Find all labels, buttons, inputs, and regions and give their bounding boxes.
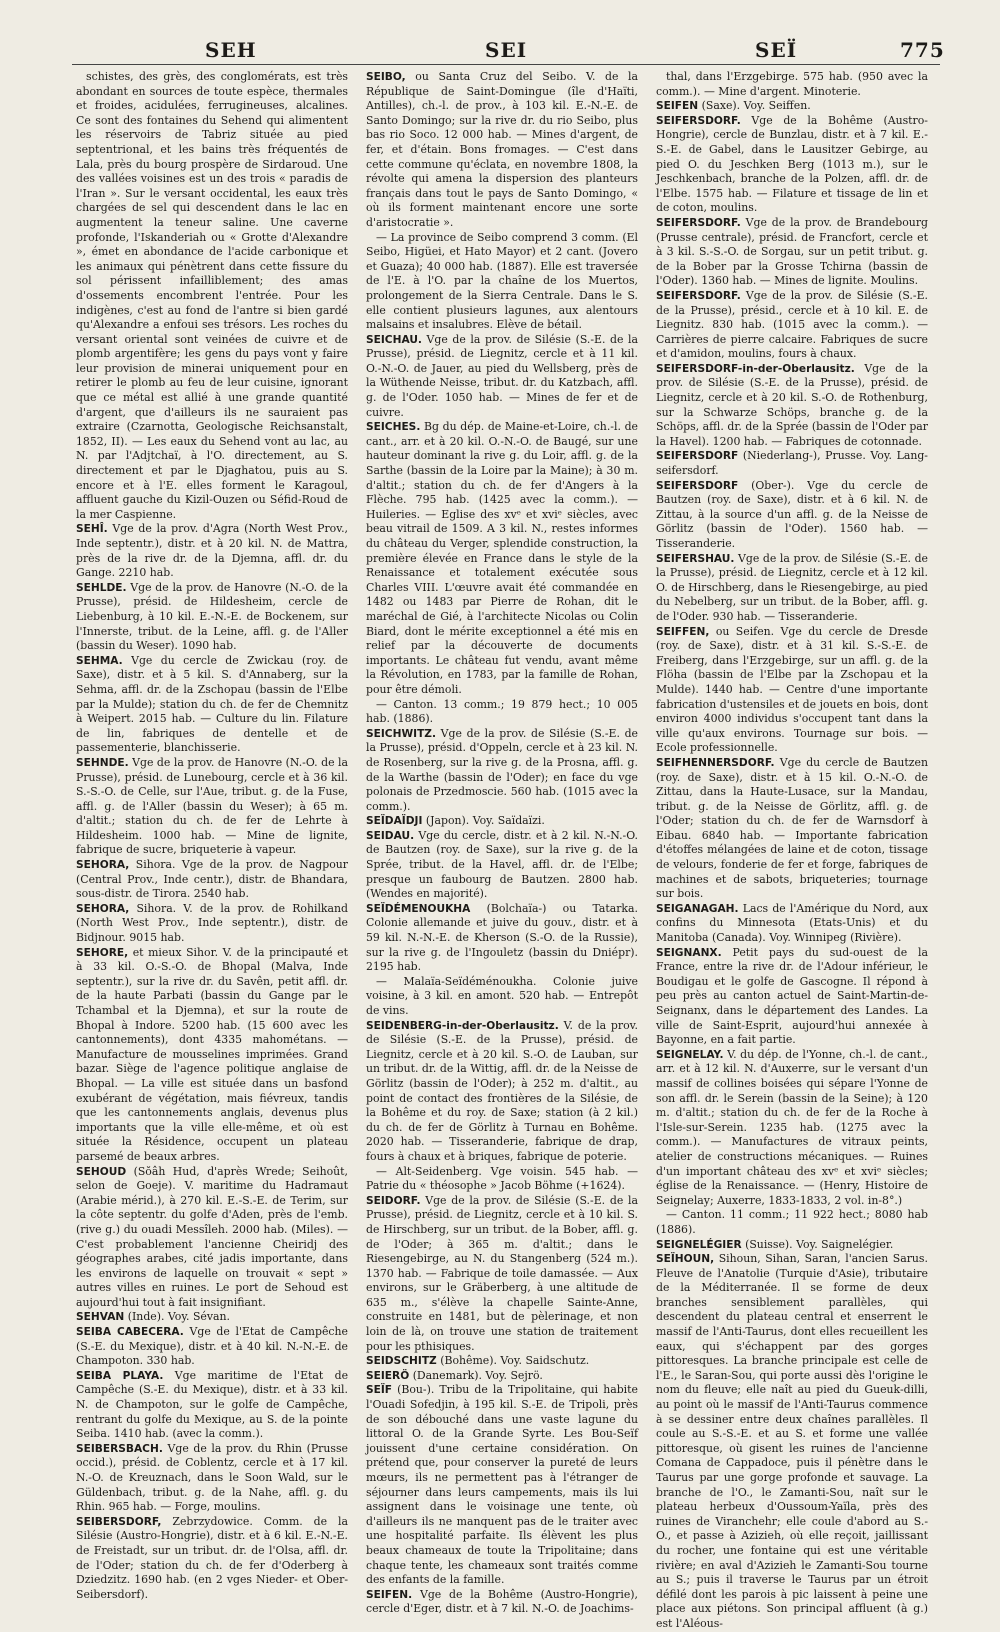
dictionary-entry	[366, 333, 638, 421]
entry-headword: SEIGANAGAH.	[656, 902, 739, 915]
entry-text: (Inde). Voy. Sévan.	[127, 1310, 230, 1324]
dictionary-entry	[366, 975, 638, 1019]
entry-headword: SEIDORF.	[366, 1194, 421, 1207]
entry-headword: SEIFERSDORF.	[656, 289, 741, 302]
entry-text: Vge de la prov. de Hanovre (N.-O. de la Prusse), présid. de Lunebourg, cercle et à 36 kil. S.-S.-O. de Celle, sur l'Aue, tribut. g. de la Fuse, affl. g. de l'Aller (bassin du Weser); à 65 m. d'altit.; station du ch. de fer de Lehrte à Hildesheim. 1000 hab. — Mine de lignite, fabrique de sucre, briqueterie à vapeur.	[76, 755, 348, 857]
entry-text: (Bohême). Voy. Saidschutz.	[440, 1354, 590, 1368]
entry-text: Vge de l'Etat de Campêche (S.-E. du Mexique), distr. et à 40 kil. N.-N.-E. de Champoton. 330 hab.	[76, 1325, 348, 1368]
entry-headword: SEHVAN	[76, 1311, 125, 1324]
entry-headword: SEIFERSHAU.	[656, 552, 735, 565]
dictionary-entry	[656, 1208, 928, 1237]
entry-text: Vge de la prov. de Silésie (S.-E. de la Prusse), présid. de Liegnitz, cercle et à 20 kil. S.-O. de Rothenburg, sur la Schwarze Schöps, branche g. de la Schöps, affl. dr. de la Sprée (bassin de l'Oder par la Havel). 1200 hab. — Fabriques de cotonnade.	[656, 361, 928, 448]
entry-text: Vge de la prov. de Silésie (S.-E. de la Prusse), présid. de Liegnitz, cercle et à 10 kil. S. de Hirschberg, sur un tribut. de la Bober, affl. g. de l'Oder; à 365 m. d'altit.; dans le Riesengebirge, au N. du Stangenberg (524 m.). 1370 hab. — Fabrique de toile damassée. — Aux environs, sur le Gräberberg, à une altitude de 635 m., s'élève la chapelle Sainte-Anne, construite en 1481, but de pèlerinage, et non loin de là, on trouve une station de traitement pour les pthisiques.	[366, 1193, 638, 1353]
entry-headword: SEIFERSDORF.	[656, 114, 741, 127]
entry-text: (Ober-). Vge du cercle de Bautzen (roy. de Saxe), distr. et à 6 kil. N. de Zittau, à la source d'un affl. g. de la Neisse de Görlitz (bassin de l'Oder). 1560 hab. — Tisseranderie.	[656, 478, 929, 550]
entry-text: — Alt-Seidenberg. Vge voisin. 545 hab. — Patrie du « théosophe » Jacob Böhme (+1624).	[366, 1164, 638, 1193]
entry-headword: SEIDENBERG-in-der-Oberlausitz.	[366, 1019, 559, 1032]
header-rule	[72, 64, 940, 65]
entry-text: Vge de la prov. de Silésie (S.-E. de la Prusse), présid. de Liegnitz, cercle et à 11 kil. O.-N.-O. de Jauer, au pied du Wellsberg, près de la Wüthende Neisse, tribut. dr. du Katzbach, affl. g. de l'Oder. 1050 hab. — Mines de fer et de cuivre.	[366, 332, 639, 419]
entry-headword: SEICHWITZ.	[366, 727, 437, 740]
dictionary-entry	[656, 114, 928, 216]
entry-text: (Bou-). Tribu de la Tripolitaine, qui habite l'Ouadi Sofedjin, à 195 kil. S.-E. de Tripoli, près de son débouché dans une vaste lagune du littoral O. de la Grande Syrte. Les Bou-Seïf jouissent d'une certaine considération. On prétend que, pour conserver la pureté de leurs mœurs, ils ne permettent pas à l'étranger de séjourner dans leurs campements, mais ils lui assignent dans le voisinage une tente, où d'ailleurs ils ne manquent pas de le traiter avec une hospitalité parfaite. Ils élèvent les plus beaux chameaux de toute la Tripolitaine; dans chaque tente, les chameaux sont traités comme des enfants de la famille.	[366, 1383, 638, 1587]
entry-headword: SEIBERSBACH.	[76, 1442, 163, 1455]
entry-headword: SEHORA,	[76, 859, 130, 872]
entry-text: — Canton. 13 comm.; 19 879 hect.; 10 005 hab. (1886).	[366, 697, 638, 726]
entry-headword: SEHLDE.	[76, 581, 127, 594]
entry-headword: SEHOUD	[76, 1165, 127, 1178]
entry-headword: SEIFERSDORF	[656, 479, 739, 492]
entry-text: Vge du cercle, distr. et à 2 kil. N.-N.-O. de Bautzen (roy. de Saxe), sur la rive g. de la Sprée, tribut. de la Havel, affl. dr. de l'Elbe; presque un faubourg de Bautzen. 2800 hab. (Wendes en majorité).	[366, 828, 638, 901]
dictionary-entry	[76, 654, 348, 756]
dictionary-entry	[76, 1442, 348, 1515]
entry-headword: SEÏF	[366, 1384, 393, 1397]
dictionary-entry	[366, 420, 638, 697]
dictionary-entry	[76, 1369, 348, 1442]
dictionary-entry	[76, 902, 348, 946]
entry-headword: SEIBO,	[366, 71, 406, 83]
entry-text: Bg du dép. de Maine-et-Loire, ch.-l. de cant., arr. et à 20 kil. O.-N.-O. de Baugé, sur une hauteur dominant la rive g. du Loir, affl. g. de la Sarthe (bassin de la Loire par la Maine); à 30 m. d'altit.; station du ch. de fer d'Angers à la Flèche. 795 hab. (1425 avec la comm.). — Huileries. — Eglise des xvᵉ et xviᵉ siècles, avec beau vitrail de 1509. A 3 kil. N., restes informes du château du Verger, splendide construction, la première élevée en France dans le style de la Renaissance et totalement exécutée sous Charles VIII. L'œuvre avait été commandée en 1482 ou 1483 par Pierre de Rohan, dit le maréchal de Gié, à l'architecte Nicolas ou Colin Biard, dont le mérite exceptionnel a été mis en relief par la découverte de documents importants. Le château fut vendu, avant même la Révolution, en 1783, par la famille de Rohan, pour être démoli.	[366, 420, 638, 696]
column-1	[76, 70, 349, 1601]
entry-text: V. de la prov. de Silésie (S.-E. de la Prusse), présid. de Liegnitz, cercle et à 20 kil. S.-O. de Lauban, sur un tribut. dr. de la Wittig, affl. dr. de la Neisse de Görlitz (bassin de l'Oder); à 252 m. d'altit., au point de contact des frontières de la Silésie, de la Bohême et du roy. de Saxe; station (à 2 kil.) du ch. de fer de Görlitz à Turnau en Bohême. 2020 hab. — Tisseranderie, fabrique de drap, fours à chaux et à briques, fabrique de poterie.	[366, 1018, 638, 1163]
entry-headword: SEIFERSDORF.	[656, 216, 741, 229]
entry-headword: SEIDSCHITZ	[366, 1355, 437, 1368]
entry-headword: SEIFEN	[656, 100, 699, 113]
entry-text: Vge du cercle de Bautzen (roy. de Saxe), distr. et à 15 kil. O.-N.-O. de Zittau, dans la Haute-Lusace, sur la Mandau, tribut. g. de la Neisse de Görlitz, affl. g. de l'Oder; station du ch. de fer de Warnsdorf à Eibau. 6840 hab. — Importante fabrication d'étoffes mélangées de laine et de coton, tissage de velours, fonderie de fer et forge, fabriques de machines et de sabots, briqueteries; tournage sur bois.	[656, 755, 928, 901]
entry-headword: SEIGNELAY.	[656, 1048, 724, 1061]
entry-headword: SEIBA PLAYA.	[76, 1369, 164, 1382]
dictionary-entry	[76, 522, 348, 580]
dictionary-entry	[76, 70, 348, 522]
dictionary-entry	[76, 858, 348, 902]
entry-text: (Bolchaïa-) ou Tatarka. Colonie allemande et juive du gouv., distr. et à 59 kil. N.-N.-E. de Kherson (S.-O. de la Russie), sur la rive g. de l'Ingouletz (bassin du Dniépr). 2195 hab.	[366, 901, 638, 974]
header-left-word: SEH	[205, 38, 257, 62]
dictionary-entry	[656, 552, 928, 625]
entry-text: Vge du cercle de Zwickau (roy. de Saxe), distr. et à 5 kil. S. d'Annaberg, sur la Sehma, affl. dr. de la Zschopau (bassin de l'Elbe par la Mulde); station du ch. de fer de Chemnitz à Weipert. 2015 hab. — Culture du lin. Filature de lin, fabriques de dentelle et de passementerie, blanchisserie.	[76, 653, 349, 755]
entry-text: Vge de la prov. d'Agra (North West Prov., Inde septentr.), distr. et à 20 kil. N. de Mattra, près de la rive dr. de la Djemna, affl. dr. du Gange. 2210 hab.	[76, 522, 349, 580]
entry-headword: SEIFEN.	[366, 1588, 413, 1601]
dictionary-entry	[656, 289, 928, 362]
dictionary-entry	[366, 70, 638, 231]
entry-headword: SEIDAU.	[366, 829, 415, 842]
entry-headword: SEIBERSDORF,	[76, 1515, 162, 1528]
dictionary-entry	[366, 814, 638, 829]
entry-text: — Canton. 11 comm.; 11 922 hect.; 8080 hab (1886).	[656, 1208, 928, 1236]
column-2	[366, 70, 639, 1616]
entry-headword: SEÏDÉMENOUKHA	[366, 902, 471, 915]
dictionary-entry	[656, 479, 928, 552]
dictionary-entry	[76, 946, 348, 1165]
dictionary-entry	[366, 1369, 638, 1384]
entry-text: (Suisse). Voy. Saignelégier.	[745, 1237, 894, 1251]
dictionary-entry	[656, 70, 928, 99]
dictionary-entry	[656, 1252, 928, 1631]
entry-headword: SEÏDAÏDJI	[366, 815, 423, 828]
dictionary-entry	[76, 1310, 348, 1325]
dictionary-entry	[656, 1048, 928, 1209]
entry-headword: SEHORA,	[76, 902, 130, 915]
entry-text: Zebrzydowice. Comm. de la Silésie (Austro-Hongrie), distr. et à 6 kil. E.-N.-E. de Freistadt, sur un tribut. dr. de l'Olsa, affl. dr. de l'Oder; station du ch. de fer d'Oderberg à Dziedzitz. 1690 hab. (en 2 vges Nieder- et Ober-Seibersdorf).	[76, 1514, 349, 1601]
dictionary-entry	[656, 362, 928, 450]
header-right-word: SEÏ	[755, 38, 798, 62]
entry-text: (Niederlang-), Prusse. Voy. Lang-seifersdorf.	[656, 449, 928, 478]
dictionary-entry	[76, 756, 348, 858]
entry-text: ou Santa Cruz del Seibo. V. de la République de Saint-Domingue (île d'Haïti, Antilles), ch.-l. de prov., à 103 kil. E.-N.-E. de Santo Domingo; sur la rive dr. du rio Seibo, plus bas rio Soco. 12 000 hab. — Mines d'argent, de fer, et d'étain. Bons fromages. — C'est dans cette commune qu'éclata, en novembre 1808, la révolte qui amena la dispersion des planteurs français dans tout le pays de Santo Domingo, « où ils forment maintenant encore une sorte d'aristocratie ».	[366, 70, 638, 229]
dictionary-entry	[656, 946, 928, 1048]
entry-headword: SEHORE,	[76, 946, 129, 959]
dictionary-entry	[366, 1194, 638, 1355]
column-3	[656, 70, 929, 1630]
entry-text: Vge de la prov. de Brandebourg (Prusse centrale), présid. de Francfort, cercle et à 3 kil. S.-S.-O. de Sorgau, sur un petit tribut. g. de la Bober par la Grosse Tchirna (bassin de l'Oder). 1360 hab. — Mines de lignite. Moulins.	[656, 215, 929, 288]
dictionary-entry	[76, 1515, 348, 1603]
entry-headword: SEIFERSDORF-in-der-Oberlausitz.	[656, 362, 855, 375]
entry-headword: SEIFFEN,	[656, 625, 710, 638]
entry-text: (Japon). Voy. Saïdaïzi.	[425, 814, 545, 828]
dictionary-entry	[656, 902, 928, 946]
entry-text: V. du dép. de l'Yonne, ch.-l. de cant., arr. et à 12 kil. N. d'Auxerre, sur le versant d'un massif de collines boisées qui sépare l'Yonne de son affl. dr. le Serein (bassin de la Seine); à 120 m. d'altit.; station du ch. de fer de la Roche à l'Isle-sur-Serein. 1235 hab. (1275 avec la comm.). — Manufactures de vitraux peints, atelier de constructions mécaniques. — Ruines d'un important château des xvᵉ et xviᵉ siècles; église de la Renaissance. — (Henry, Histoire de Seignelay; Auxerre, 1833-1833, 2 vol. in-8°.)	[656, 1047, 928, 1207]
page-number: 775	[900, 38, 945, 62]
entry-text: Vge de la prov. de Silésie (S.-E. de la Prusse), présid., cercle et à 10 kil. E. de Liegnitz. 830 hab. (1015 avec la comm.). — Carrières de pierre calcaire. Fabriques de sucre et d'amidon, moulins, fours à chaux.	[656, 288, 928, 361]
entry-text: schistes, des grès, des conglomérats, est très abondant en sources de toute espèce, thermales et froides, acidulées, ferrugineuses, alcalines. Ce sont des fontaines du Sehend qui alimentent les réservoirs de Tabriz située au pied septentrional, et les bains très fréquentés de Lala, près du bourg prospère de Sirdaroud. Une des vallées voisines est un des trois « paradis de l'Iran ». Sur le versant occidental, les eaux très chargées de sel qui descendent dans le lac en augmentent la teneur saline. Une caverne profonde, l'Iskanderiah ou « Grotte d'Alexandre », émet en abondance de l'acide carbonique et les animaux qui pénètrent dans cette fissure du sol périssent infailliblement; des amas d'ossements encombrent l'entrée. Pour les indigènes, c'est au fond de l'antre si bien gardé qu'Alexandre a enfoui ses trésors. Les roches du versant oriental sont veinées de cuivre et de plomb argentifère; les gens du pays vont y faire leur provision de minerai uniquement pour en retirer le plomb au feu de leur cuisine, ignorant que ce métal est allié à une grande quantité d'argent, que d'ailleurs ils ne sauraient pas extraire (Czarnotta, Geologische Reichsanstalt, 1852, II). — Les eaux du Sehend vont au lac, au N. par l'Adjtchaï, à l'O. directement, au S. directement et par le Djaghatou, puis au S. encore et à l'E. elles forment le Karagoul, affluent gauche du Kizil-Ouzen ou Séfid-Roud de la mer Caspienne.	[76, 70, 348, 521]
dictionary-entry	[366, 902, 638, 975]
dictionary-entry	[656, 625, 928, 756]
entry-text: Sihoun, Sihan, Saran, l'ancien Sarus. Fleuve de l'Anatolie (Turquie d'Asie), tributaire de la Méditerranée. Il se forme de deux branches sensiblement parallèles, qui descendent du plateau central et enserrent le massif de l'Anti-Taurus, dont elles recueillent les eaux, qui s'échappent par des gorges pittoresques. La branche principale est celle de l'E., le Saran-Sou, qui porte aussi dès l'origine le nom du fleuve; elle naît au pied du Gueuk-dilli, au point où le massif de l'Anti-Taurus commence à se dessiner entre deux chaînes parallèles. Il coule au S.-S.-E. et au S. et forme une vallée pittoresque, où gisent les ruines de l'ancienne Comana de Cappadoce, puis il pénètre dans le Taurus par une gorge profonde et sauvage. La branche de l'O., le Zamanti-Sou, naît sur le plateau herbeux d'Oussoum-Yaïla, près des ruines de Viranchehr; elle coule d'abord au S.-O., et passe à Azizieh, où elle reçoit, jaillissant du rocher, une fontaine qui est une véritable rivière; en aval d'Azizieh le Zamanti-Sou tourne au S.; puis il traverse le Taurus par un étroit défilé dont les parois à pic laissent à peine une place aux piétons. Son principal affluent (à g.) est l'Aléous-	[656, 1252, 928, 1630]
entry-text: Vge de la prov. de Silésie (S.-E. de la Prusse), présid. d'Oppeln, cercle et à 23 kil. N. de Rosenberg, sur la rive g. de la Prosna, affl. g. de la Warthe (bassin de l'Oder); en face du vge polonais de Przedmoscie. 560 hab. (1015 avec la comm.).	[366, 726, 639, 813]
dictionary-entry	[366, 698, 638, 727]
entry-text: Vge de la Bohême (Austro-Hongrie), cercle de Bunzlau, distr. et à 7 kil. E.-S.-E. de Gabel, dans le Lausitzer Gebirge, au pied O. du Jeschken Berg (1013 m.), sur le Jeschkenbach, branche de la Polzen, affl. dr. de l'Elbe. 1575 hab. — Filature et tissage de lin et de coton, moulins.	[656, 113, 928, 215]
entry-headword: SEÏHOUN,	[656, 1253, 715, 1266]
entry-text: Petit pays du sud-ouest de la France, entre la rive dr. de l'Adour inférieur, le Boudigau et le golfe de Gascogne. Il répond à peu près au canton actuel de Saint-Martin-de-Seignanx, dans le département des Landes. La ville de Saint-Esprit, aujourd'hui annexée à Bayonne, en a fait partie.	[656, 945, 928, 1047]
dictionary-entry	[76, 581, 348, 654]
entry-text: Sihora. Vge de la prov. de Nagpour (Central Prov., Inde centr.), distr. de Bhandara, sous-distr. de Tirora. 2540 hab.	[76, 858, 348, 901]
dictionary-entry	[656, 756, 928, 902]
entry-text: Vge de la prov. de Hanovre (N.-O. de la Prusse), présid. de Hildesheim, cercle de Liebenburg, à 10 kil. E.-N.-E. de Bockenem, sur l'Innerste, tribut. de la Leine, affl. g. de l'Aller (bassin du Weser). 1090 hab.	[76, 580, 348, 653]
entry-text: (Sŏâh Hud, d'après Wrede; Seihoût, selon de Goeje). V. maritime du Hadramaut (Arabie mérid.), à 270 kil. E.-S.-E. de Terim, sur la côte septentr. du golfe d'Aden, près de l'emb. (rive g.) du ouadi Messîleh. 2000 hab. (Miles). — C'est probablement l'ancienne Cheiridj des géographes arabes, cité jadis importante, dans les environs de laquelle on trouvait « sept » autres villes en ruines. Le port de Sehoud est aujourd'hui tout à fait insignifiant.	[76, 1164, 348, 1309]
entry-headword: SEICHAU.	[366, 333, 422, 346]
entry-text: ou Seifen. Vge du cercle de Dresde (roy. de Saxe), distr. et à 31 kil. S.-S.-E. de Freiberg, dans l'Erzgebirge, sur un affl. g. de la Flöha (bassin de l'Elbe par la Zschopau et la Mulde). 1440 hab. — Centre d'une importante fabrication d'ustensiles et de jouets en bois, dont environ 4000 individus s'occupent tant dans la ville qu'aux environs. Tournage sur bois. — Ecole professionnelle.	[656, 624, 928, 755]
dictionary-entry	[76, 1165, 348, 1311]
entry-headword: SEHÎ.	[76, 523, 108, 536]
entry-text: — Malaïa-Seïdéménoukha. Colonie juive voisine, à 3 kil. en amont. 520 hab. — Entrepôt de vins.	[366, 974, 638, 1017]
dictionary-entry	[76, 1325, 348, 1369]
dictionary-entry	[366, 727, 638, 815]
dictionary-entry	[656, 99, 928, 114]
entry-headword: SEIGNELÉGIER	[656, 1238, 742, 1251]
dictionary-entry	[366, 1588, 638, 1617]
dictionary-entry	[366, 1383, 638, 1587]
entry-text: (Danemark). Voy. Sejrö.	[412, 1368, 543, 1382]
entry-headword: SEIFHENNERSDORF.	[656, 756, 775, 769]
entry-headword: SEIERÖ	[366, 1369, 410, 1382]
entry-headword: SEHNDE.	[76, 756, 129, 769]
entry-text: Vge de la prov. de Silésie (S.-E. de la Prusse), présid. de Liegnitz, cercle et à 12 kil. O. de Hirschberg, dans le Riesengebirge, au pied du Nebelberg, sur un tribut. de la Bober, affl. g. de l'Oder. 930 hab. — Tisseranderie.	[656, 551, 928, 623]
entry-text: thal, dans l'Erzgebirge. 575 hab. (950 avec la comm.). — Mine d'argent. Minoterie.	[656, 70, 928, 98]
entry-text: — La province de Seibo comprend 3 comm. (El Seibo, Higüei, et Hato Mayor) et 2 cant. (Jovero et Guaza); 40 000 hab. (1887). Elle est traversée de l'E. à l'O. par la chaîne de los Muertos, prolongement de la Sierra Centrale. Dans le S. elle contient plusieurs lagunes, aux alentours malsains et insalubres. Elève de bétail.	[366, 230, 638, 332]
entry-text: et mieux Sihor. V. de la principauté et à 33 kil. O.-S.-O. de Bhopal (Malva, Inde septentr.), sur la rive dr. du Savên, petit affl. dr. de la haute Parbati (bassin du Gange par le Tchambal et la Djemna), et sur la route de Bhopal à Indore. 5200 hab. (15 600 avec les cantonnements), dont 4335 mahométans. — Manufacture de mousselines imprimées. Grand bazar. Siège de l'agence politique anglaise de Bhopal. — La ville est située dans un basfond exubérant de végétation, mais fiévreux, tandis que les cantonnements anglais, devenus plus importants que la ville elle-même, et où est située la Résidence, occupent un plateau parsemé de beaux arbres.	[76, 945, 348, 1163]
entry-text: Lacs de l'Amérique du Nord, aux confins du Minnesota (Etats-Unis) et du Manitoba (Canada). Voy. Winnipeg (Rivière).	[656, 901, 928, 945]
entry-headword: SEICHES.	[366, 421, 421, 434]
dictionary-entry	[656, 1238, 928, 1253]
dictionary-entry	[656, 216, 928, 289]
header-center-word: SEI	[485, 38, 528, 62]
entry-headword: SEIBA CABECERA.	[76, 1326, 184, 1339]
entry-text: Vge de la Bohême (Austro-Hongrie), cercle d'Eger, distr. et à 7 kil. N.-O. de Joachims-	[366, 1587, 639, 1616]
dictionary-entry	[366, 1165, 638, 1194]
dictionary-entry	[656, 449, 928, 478]
dictionary-entry	[366, 829, 638, 902]
dictionary-entry	[366, 231, 638, 333]
entry-text: Vge de la prov. du Rhin (Prusse occid.), présid. de Coblentz, cercle et à 17 kil. N.-O. de Kreuznach, dans le Soon Wald, sur le Güldenbach, tribut. g. de la Nahe, affl. g. du Rhin. 965 hab. — Forge, moulins.	[76, 1441, 348, 1514]
entry-headword: SEIGNANX.	[656, 946, 722, 959]
entry-text: Vge maritime de l'Etat de Campêche (S.-E. du Mexique), distr. et à 33 kil. N. de Champoton, sur le golfe de Campêche, rentrant du golfe du Mexique, au S. de la pointe Seiba. 1410 hab. (avec la comm.).	[76, 1368, 349, 1441]
entry-headword: SEIFERSDORF	[656, 450, 739, 463]
entry-text: (Saxe). Voy. Seiffen.	[701, 99, 811, 113]
entry-text: Sihora. V. de la prov. de Rohilkand (North West Prov., Inde septentr.), distr. de Bidjnour. 9015 hab.	[76, 901, 349, 945]
entry-headword: SEHMA.	[76, 654, 123, 667]
dictionary-entry	[366, 1354, 638, 1369]
dictionary-entry	[366, 1019, 638, 1165]
